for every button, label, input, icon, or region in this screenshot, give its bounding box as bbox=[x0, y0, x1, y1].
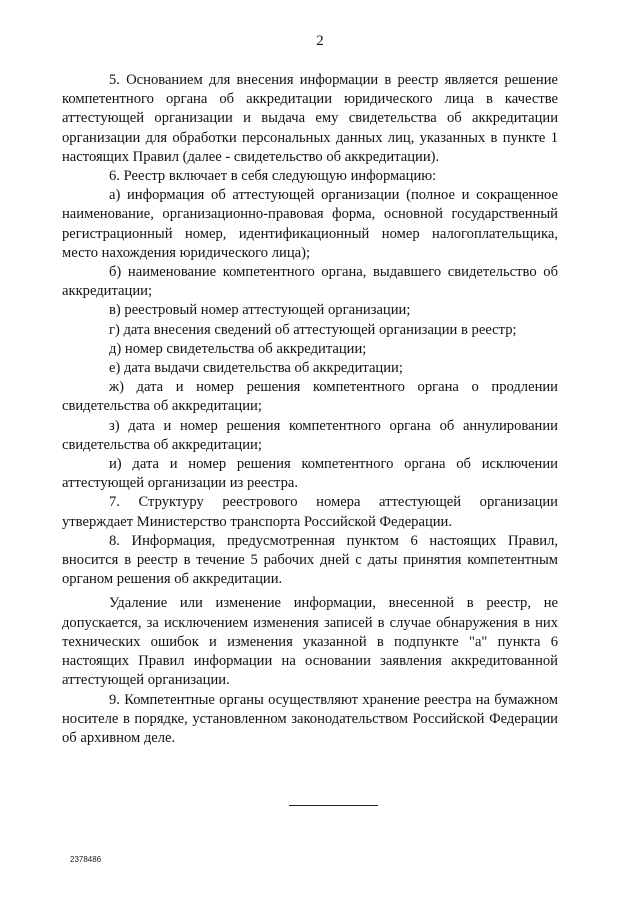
item-6zh: ж) дата и номер решения компетентного органа о продлении свидетельства об аккредитации; bbox=[62, 379, 558, 415]
document-code: 2378486 bbox=[70, 855, 102, 864]
document-body bbox=[62, 71, 558, 748]
paragraph-5: 5. Основанием для внесения информации в реестр является решение компетентного органа об аккредитации юридического лица в качестве аттестующей организации и выдача ему свидетельства об аккредитации организации для обработки персональных данных лиц, указанных в пункте 1 настоящих Правил (далее - свидетельство об аккредитации). bbox=[62, 72, 558, 165]
item-6g: г) дата внесения сведений об аттестующей организации в реестр; bbox=[109, 321, 517, 338]
item-6e: е) дата выдачи свидетельства об аккредитации; bbox=[109, 360, 403, 377]
footer-divider bbox=[289, 805, 378, 806]
paragraph-7: 7. Структуру реестрового номера аттестующей организации утверждает Министерство транспорта Российской Федерации. bbox=[62, 494, 558, 530]
item-6i: и) дата и номер решения компетентного органа об исключении аттестующей организации из реестра. bbox=[62, 456, 558, 492]
paragraph-8-continued: Удаление или изменение информации, внесенной в реестр, не допускается, за исключением изменения записей в случае обнаружения в них технических ошибок и изменения указанной в подпункте "а" пункта 6 настоящих Правил информации на основании заявления аккредитованной аттестующей организации. bbox=[62, 595, 558, 689]
paragraph-8: 8. Информация, предусмотренная пунктом 6 настоящих Правил, вносится в реестр в течение 5 рабочих дней с даты принятия компетентным органом решения об аккредитации. bbox=[62, 532, 558, 588]
item-6z: з) дата и номер решения компетентного органа об аннулировании свидетельства об аккредитации; bbox=[62, 417, 558, 453]
item-6a: а) информация об аттестующей организации (полное и сокращенное наименование, организационно-правовая форма, основной государственный регистрационный номер, идентификационный номер налогоплательщика, место нахождения юридического лица); bbox=[62, 187, 558, 261]
page-number: 2 bbox=[316, 33, 324, 49]
paragraph-6: 6. Реестр включает в себя следующую информацию: bbox=[109, 168, 437, 185]
item-6d: д) номер свидетельства об аккредитации; bbox=[109, 340, 367, 357]
paragraph-9: 9. Компетентные органы осуществляют хранение реестра на бумажном носителе в порядке, установленном законодательством Российской Федерации об архивном деле. bbox=[62, 691, 558, 746]
item-6b: б) наименование компетентного органа, выдавшего свидетельство об аккредитации; bbox=[62, 264, 558, 300]
item-6v: в) реестровый номер аттестующей организации; bbox=[109, 302, 411, 319]
